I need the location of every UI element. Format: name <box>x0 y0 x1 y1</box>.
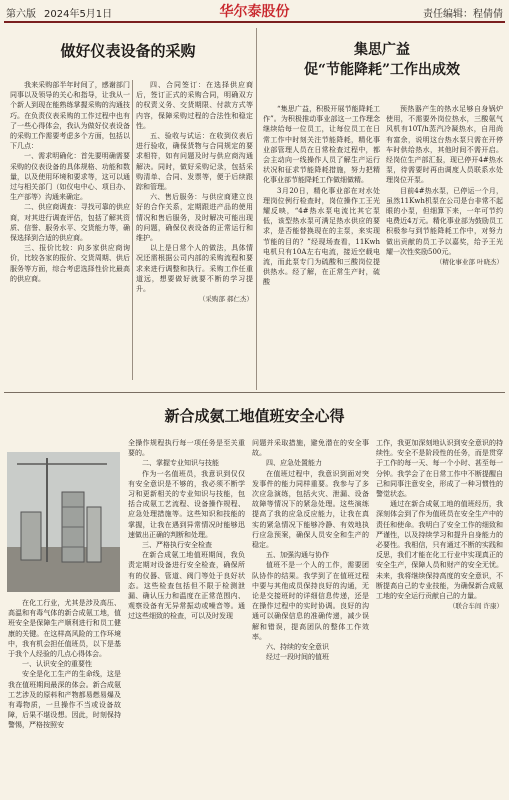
article3-signature: （联合车间 许康） <box>448 602 503 611</box>
article2-title-line1: 集思广益 <box>354 42 410 58</box>
page-header <box>0 0 509 22</box>
column-divider <box>132 80 133 380</box>
article2-signature: （精化事业部 叶晓杰） <box>435 258 503 267</box>
article2-column-2: 预热器产生的热水足够自身锅炉使用，不需要外岗位热水，三酸氨气风机有10T/h蒸汽冷凝热水，自用尚有富余，说明这台热水泵只需在开停车时供给热水，其他时间不需开启。经岗位生产部汇报，现已停开4#热水泵，待需要时再由调度人员联系水处理岗位开泵。 目前4#热水泵，已停运一个月，虽然11Kwh机泵在公司是台非常不起眼的小泵，但细算下来，一年可节约电费近4万元。精化事业部为鼓励员工积极参与到节能降耗工作中，对努力做出贡献的员工予以嘉奖，给予王光耀一次性奖励500元。 （精化事业部 叶晓杰） <box>386 105 503 267</box>
article3-column-2: 全操作规程执行每一项任务是至关重要的。 二、掌握专业知识与技能 作为一名值班员，我意识到仅仅有安全意识是不够的，我必须不断学习和更新相关的专业知识与技能，包括合成氨工艺流程、设备操作规程、应急处理措施等。这些知识和技能的掌握，让我在遇到异常情况时能够迅速做出正确的判断和处理。 三、严格执行安全检查 在新合成氨工地值班期间，我负责定期对设备进行安全检查，确保所有的仪器、管道、阀门等处于良好状态。这些检查包括但不限于检测泄漏、确认压力和温度在正常范围内、观察设备有无异常振动或噪音等。通过这些细致的检查，可以及时发现 <box>128 439 245 621</box>
article2-title-line2: 促“节能降耗”工作出成效 <box>303 62 461 78</box>
issue-date: 2024年5月1日 <box>44 9 113 20</box>
article2-column-1: “集思广益，积极开展节能降耗工作”。为积极推动事业部这一工作理念继续给每一位员工，让每位员工在日常工作中时刻关注节能降耗，精化事业部管理人员在日常检查过程中，都会主动向一线操作人员了解生产运行状况和征求节能降耗措施，努力把精化事业部节能降耗工作做细做精。 3月20日，精化事业部在对水处理岗位例行检查时，岗位操作工王光耀反映，“4#热水泵电流比其它泵低，该型热水泵可满足热水供应的要求，是否能替换现在的主泵，来实现节能的目的？”经现场查看，11Kwh电机只有10A左右电流，接近空载电流，而此泵专门为硫酸和三酸岗位提供热水。经了解，在正常生产时，硫酸 <box>263 105 380 287</box>
section-rule <box>4 392 505 393</box>
article3-column-3: 问题并采取措施，避免潜在的安全事故。 四、应急处置能力 在值班过程中，我意识到面对突发事件的能力同样重要。我参与了多次应急演练，包括火灾、泄漏、设备故障等情况下的紧急处理。这些演练提高了我的应急反应能力，让我在真实的紧急情况下能够冷静、有效地执行应急预案，确保人员安全和生产的稳定。 五、加强沟通与协作 值班不是一个人的工作，需要团队协作的结果。我学到了在值班过程中要与其他成员保持良好的沟通，无论是交接班时的详细信息传递，还是在操作过程中的实时协调。良好的沟通可以确保信息的准确传递，减少误解和错误，提高团队的整体工作效率。 六、持续的安全意识 经过一段时间的值班 <box>252 439 369 662</box>
article3-title: 新合成氨工地值班安全心得 <box>164 407 345 425</box>
article1-title: 做好仪表设备的采购 <box>60 42 196 60</box>
construction-site-photo <box>7 452 120 592</box>
article3-column-1: 在化工行业，尤其是涉及高压、高温和有毒气体的新合成氨工地，值班安全是保障生产顺利进行和员工健康的关键。在这样高风险的工作环境中，我有机会担任值班员，以下是基于我个人经验的几点心得体会。 一、认识安全的重要性 安全是化工生产的生命线，这是我在值班期间最深的体会。新合成氨工艺涉及的原料和产物都易燃易爆及有毒物质，一旦操作不当或设备故障，后果不堪设想。因此，时刻保持警惕，严格按照安 <box>8 599 121 730</box>
editor-credit: 责任编辑：程倩倩 <box>423 9 503 20</box>
section-divider <box>256 28 257 390</box>
page-number: 第六版 <box>6 9 36 20</box>
header-rule <box>4 21 505 23</box>
article1-column-1: 我来采购部半年时间了，感谢部门同事以及领导的关心和指导，让我从一个新人到现在能熟练掌握采购的沟通技巧。在负责仪表采购的工作过程中也有了一些心得体会，我认为做好仪表设备的采购工作需要考虑多个方面，包括以下几点： 一、需求明确化：首先要明确需要采购的仪表设备的具体规格、功能和数量，以及使用环境和要求等，这可以通过与相关部门（如仪电中心、项目办、生产部等）沟通来确定。 二、供应商调查：寻找可靠的供应商，对其进行调查评估，包括了解其资质、信誉、服务水平、交货能力等，确保选择到合适的供应商。 三、报价比较：向多家供应商询价，比较各家的报价、交货周期、供后服务等方面，综合考虑选择性价比最高的供应商。 <box>10 81 130 283</box>
article1-signature: （采购部 郝仁杰） <box>198 295 253 304</box>
article2-title <box>262 40 502 80</box>
article3-column-4: 工作，我更加深刻地认识到安全意识的持续性。安全不是阶段性的任务，而是贯穿于工作的每一天、每一个小时、甚至每一分钟。我学会了在日常工作中不断提醒自己和同事注意安全，形成了一种习惯性的警觉状态。 通过在新合成氨工地的值班经历，我深刻体会到了作为值班员在安全生产中的责任和使命。我明白了安全工作的细致和严谨性，以及持续学习和提升自身能力的必要性。我相信，只有通过不断的实践和反思，我们才能在化工行业中实现真正的安全生产，保障人员和财产的安全无忧。未来，我将继续保持高度的安全意识，不断提高自己的专业技能，为确保新合成氨工地的安全运行贡献自己的力量。 （联合车间 许康） <box>376 439 503 611</box>
masthead: 华尔泰股份 <box>219 4 290 20</box>
article1-column-2: 四、合同签订：在选择供应商后，签订正式的采购合同，明确双方的权责义务、交货期限、付款方式等内容，保障采购过程的合法性和稳定性。 五、验收与试运：在收到仪表后进行验收，确保货物与合同规定的要求相符，如有问题及时与供应商沟通解决。同时，做好采购记录，包括采购清单、合同、发票等，便于后续跟踪和管理。 六、售后服务：与供应商建立良好的合作关系，定期跟进产品的使用情况和售后服务，及时解决可能出现的问题，确保仪表设备的正常运行和维护。 以上是日常个人的做法，具体情况还需根据公司内部的采购流程和要求来进行调整和执行。采购工作任重道远，想要做好就要不断的学习提升。 （采购部 郝仁杰） <box>136 81 253 304</box>
